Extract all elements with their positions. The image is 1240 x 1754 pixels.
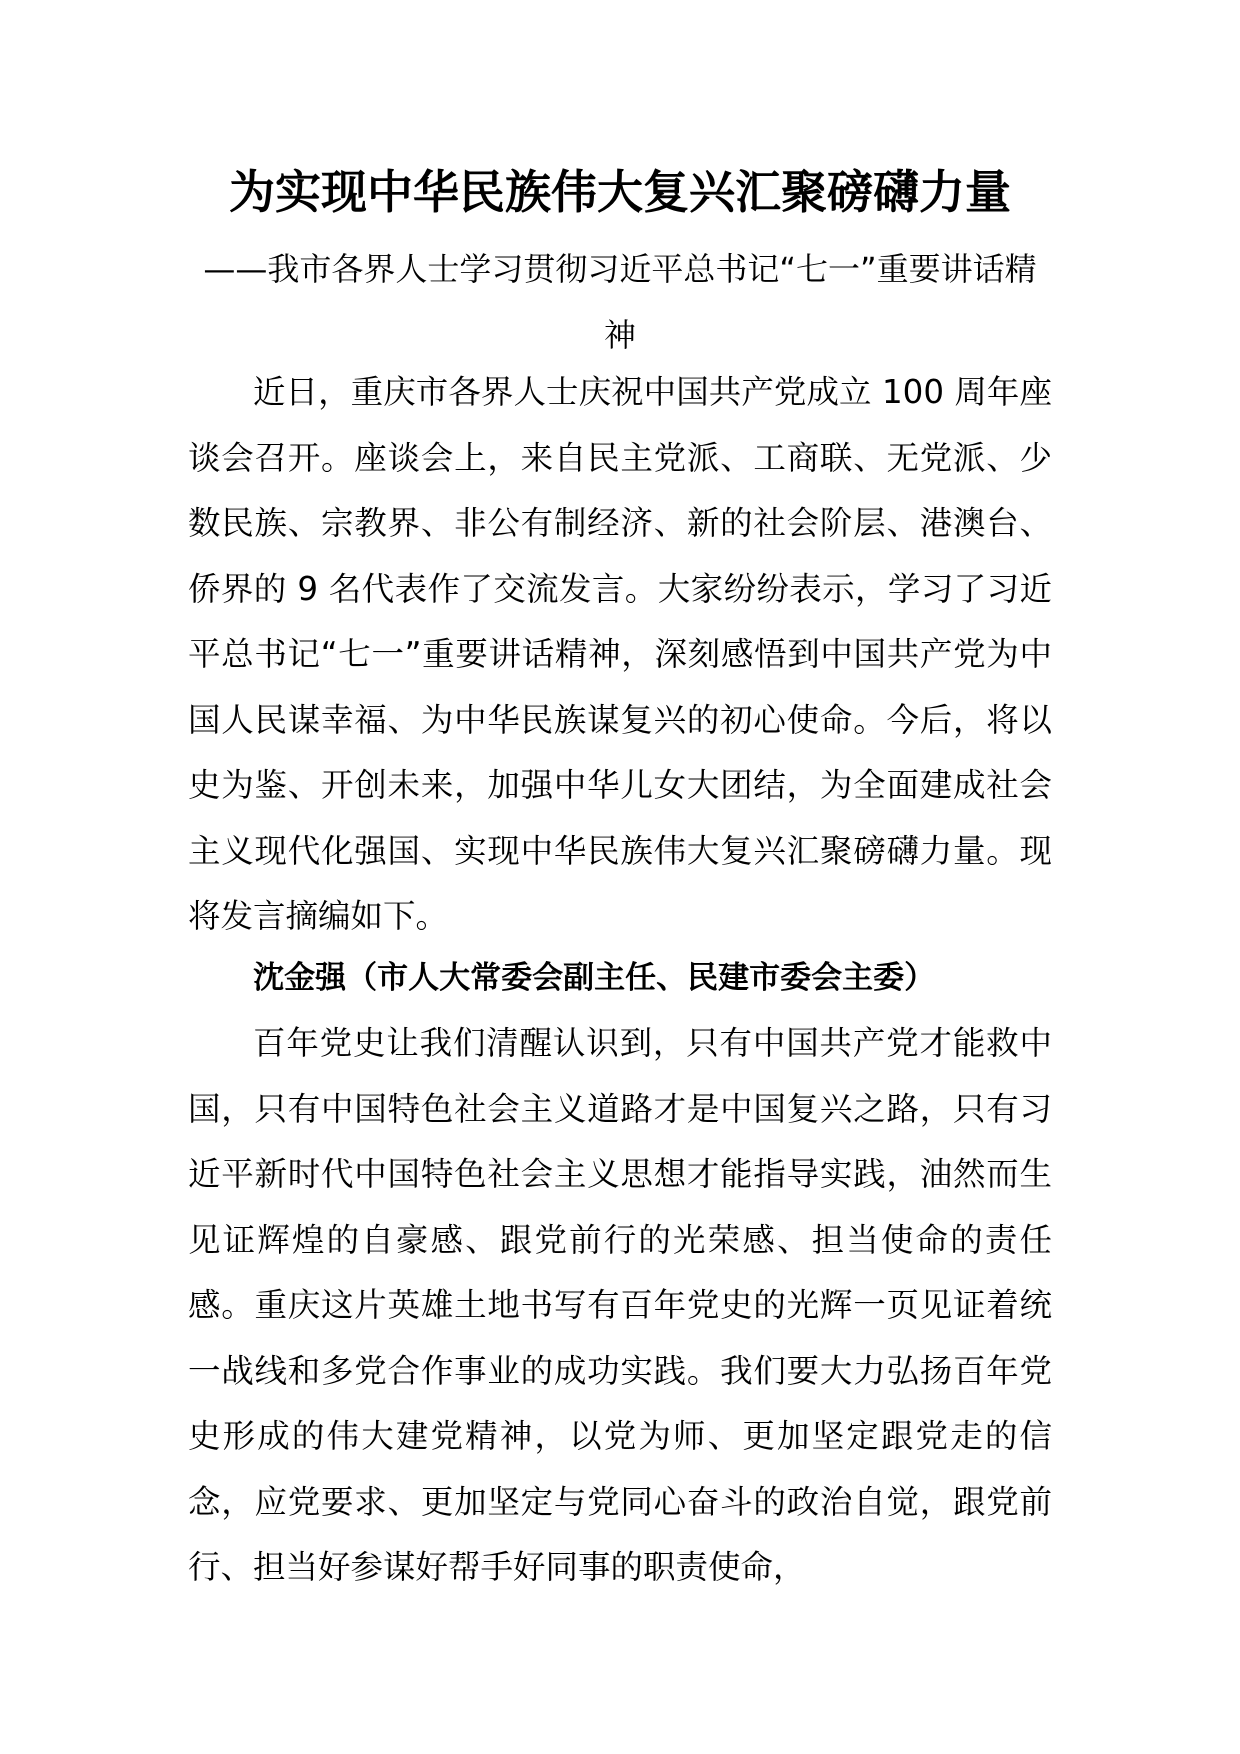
speaker-heading: 沈金强（市人大常委会副主任、民建市委会主委） <box>253 960 936 996</box>
document-subtitle: ——我市各界人士学习贯彻习近平总书记“七一”重要讲话精神 <box>203 250 1037 354</box>
intro-paragraph: 近日，重庆市各界人士庆祝中国共产党成立 100 周年座谈会召开。座谈会上，来自民主党派、工商联、无党派、少数民族、宗教界、非公有制经济、新的社会阶层、港澳台、侨界的 9 名代表作了交流发言。大家纷纷表示，学习了习近平总书记“七一”重要讲话精神，深刻感悟到中国共产党为中国人民谋幸福、为中华民族谋复兴的初心使命。今后，将以史为鉴、开创未来，加强中华儿女大团结，为全面建成社会主义现代化强国、实现中华民族伟大复兴汇聚磅礴力量。现将发言摘编如下。 <box>188 373 1052 935</box>
document-title: 为实现中华民族伟大复兴汇聚磅礴力量 <box>229 165 1011 219</box>
speech-paragraph: 百年党史让我们清醒认识到，只有中国共产党才能救中国，只有中国特色社会主义道路才是中国复兴之路，只有习近平新时代中国特色社会主义思想才能指导实践，油然而生见证辉煌的自豪感、跟党前行的光荣感、担当使命的责任感。重庆这片英雄土地书写有百年党史的光辉一页见证着统一战线和多党合作事业的成功实践。我们要大力弘扬百年党史形成的伟大建党精神，以党为师、更加坚定跟党走的信念，应党要求、更加坚定与党同心奋斗的政治自觉，跟党前行、担当好参谋好帮手好同事的职责使命， <box>188 1024 1052 1586</box>
